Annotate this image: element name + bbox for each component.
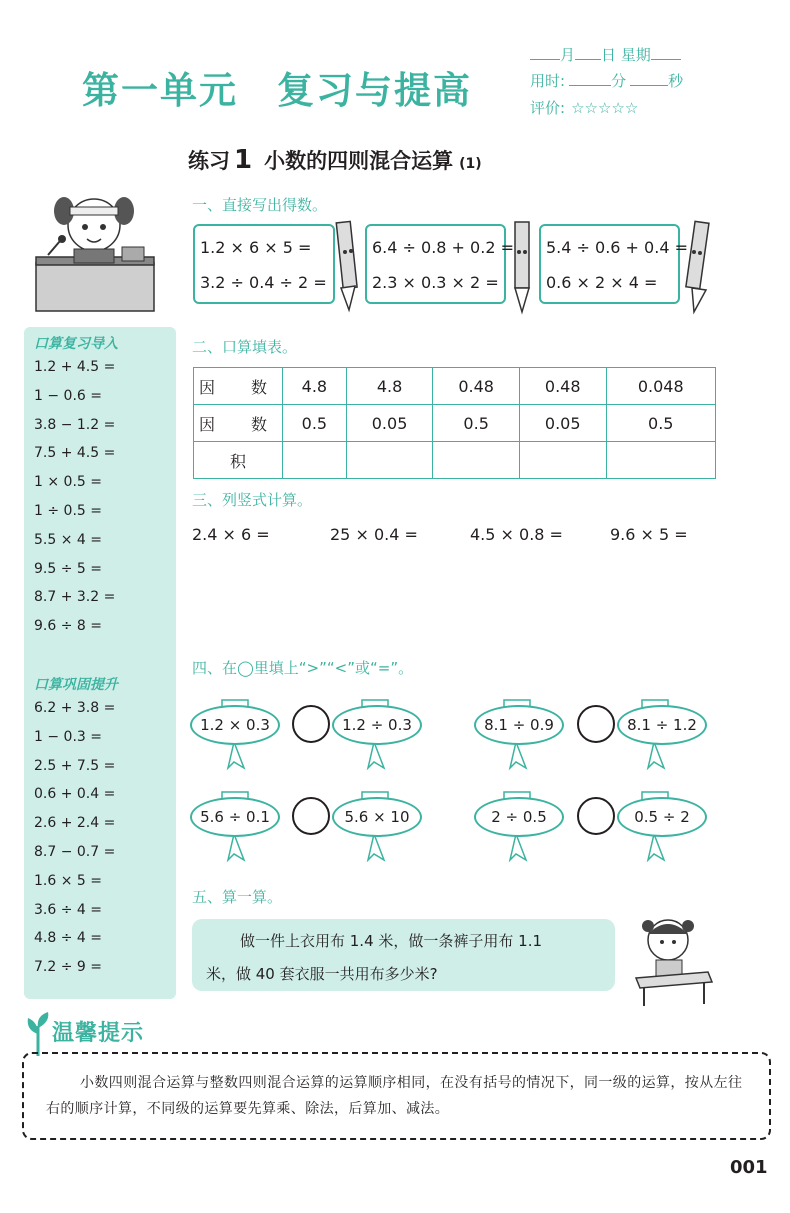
oral-calc-item: 2.6 + 2.4 = [34, 815, 116, 832]
lesson-title: 练习 1 小数的四则混合运算 (1) [188, 145, 482, 175]
table-cell: 0.48 [433, 368, 520, 405]
tip-title: 温馨提示 [52, 1021, 145, 1046]
pencil-icon [507, 218, 537, 316]
table-cell: 0.05 [346, 405, 433, 442]
row-label: 因 数 [194, 368, 283, 405]
oral-calc-item: 5.5 × 4 = [34, 531, 102, 548]
girl-reading-illustration [30, 185, 160, 315]
oral-review-title: 口算复习导入 [34, 336, 118, 352]
calc-item: 0.6 × 2 × 4 = [546, 273, 658, 292]
calc-item: 6.4 ÷ 0.8 + 0.2 = [372, 238, 514, 257]
calc-box-3 [539, 224, 680, 304]
compare-circle[interactable] [577, 705, 615, 743]
date-line: 月 日 星期 [530, 44, 681, 65]
table-cell: 0.48 [519, 368, 606, 405]
oral-calc-item: 1 − 0.3 = [34, 728, 102, 745]
compare-expr: 5.6 × 10 [332, 797, 422, 837]
compare-expr: 2 ÷ 0.5 [474, 797, 564, 837]
rating-stars: ☆☆☆☆☆ [571, 99, 639, 117]
oral-calc-item: 6.2 + 3.8 = [34, 700, 116, 716]
table-cell: 0.05 [519, 405, 606, 442]
calc-box-1 [193, 224, 335, 304]
oral-calc-item: 7.5 + 4.5 = [34, 445, 116, 462]
girl-writing-illustration [622, 912, 717, 1008]
vertical-calc-item: 9.6 × 5 = [610, 525, 688, 544]
oral-calc-item: 3.6 ÷ 4 = [34, 901, 102, 918]
table-row [194, 368, 716, 405]
oral-calc-item: 0.6 + 0.4 = [34, 786, 116, 803]
table-cell: 4.8 [283, 368, 347, 405]
compare-expr: 5.6 ÷ 0.1 [190, 797, 280, 837]
section4-title: 四、在◯里填上“>”“<”或“=”。 [192, 659, 414, 677]
answer-cell[interactable] [519, 442, 606, 479]
oral-calc-item: 3.8 − 1.2 = [34, 416, 116, 433]
oral-improve-title: 口算巩固提升 [34, 677, 118, 693]
answer-cell[interactable] [283, 442, 347, 479]
word-problem-box [192, 919, 615, 991]
answer-cell[interactable] [346, 442, 433, 479]
time-line: 用时: 分 秒 [530, 72, 684, 90]
oral-calc-item: 8.7 − 0.7 = [34, 844, 116, 860]
oral-calc-item: 9.5 ÷ 5 = [34, 560, 102, 577]
word-problem-line: 米，做 40 套衣服一共用布多少米? [206, 965, 438, 983]
compare-expr: 8.1 ÷ 0.9 [474, 705, 564, 745]
oral-calc-item: 2.5 + 7.5 = [34, 757, 116, 774]
table-cell: 0.5 [606, 405, 715, 442]
oral-calc-item: 1 ÷ 0.5 = [34, 503, 102, 519]
calc-item: 5.4 ÷ 0.6 + 0.4 = [546, 238, 688, 257]
answer-cell[interactable] [433, 442, 520, 479]
fill-table [193, 367, 716, 479]
compare-expr: 0.5 ÷ 2 [617, 797, 707, 837]
compare-expr: 1.2 ÷ 0.3 [332, 705, 422, 745]
calc-item: 3.2 ÷ 0.4 ÷ 2 = [200, 273, 327, 292]
tip-box [22, 1052, 771, 1140]
unit-title: 第一单元 复习与提高 [82, 68, 472, 112]
rating-line: 评价: ☆☆☆☆☆ [530, 99, 639, 117]
calc-item: 1.2 × 6 × 5 = [200, 238, 312, 257]
section5-title: 五、算一算。 [192, 888, 283, 906]
calc-item: 2.3 × 0.3 × 2 = [372, 273, 499, 292]
row-label: 积 [194, 442, 283, 479]
oral-calc-item: 7.2 ÷ 9 = [34, 959, 102, 976]
section3-title: 三、列竖式计算。 [192, 491, 313, 509]
sprout-icon [24, 1010, 52, 1058]
page-number: 001 [730, 1157, 768, 1178]
pencil-icon [332, 218, 362, 316]
vertical-calc-item: 25 × 0.4 = [330, 525, 418, 544]
table-cell: 0.5 [283, 405, 347, 442]
vertical-calc-item: 2.4 × 6 = [192, 525, 270, 544]
oral-calc-item: 1.2 + 4.5 = [34, 359, 116, 375]
compare-expr: 8.1 ÷ 1.2 [617, 705, 707, 745]
pencil-icon [680, 218, 714, 316]
oral-calc-item: 1 × 0.5 = [34, 474, 102, 491]
answer-cell[interactable] [606, 442, 715, 479]
table-row [194, 405, 716, 442]
compare-circle[interactable] [292, 797, 330, 835]
oral-calc-item: 8.7 + 3.2 = [34, 589, 116, 606]
oral-calc-item: 9.6 ÷ 8 = [34, 618, 102, 635]
vertical-calc-item: 4.5 × 0.8 = [470, 525, 563, 544]
compare-expr: 1.2 × 0.3 [190, 705, 280, 745]
oral-calc-item: 1 − 0.6 = [34, 387, 102, 404]
table-cell: 0.5 [433, 405, 520, 442]
row-label: 因 数 [194, 405, 283, 442]
word-problem-line: 做一件上衣用布 1.4 米，做一条裤子用布 1.1 [240, 932, 543, 950]
table-cell: 4.8 [346, 368, 433, 405]
calc-box-2 [365, 224, 506, 304]
oral-calc-item: 1.6 × 5 = [34, 872, 102, 889]
table-row [194, 442, 716, 479]
section1-title: 一、直接写出得数。 [192, 196, 328, 214]
compare-circle[interactable] [292, 705, 330, 743]
compare-circle[interactable] [577, 797, 615, 835]
table-cell: 0.048 [606, 368, 715, 405]
section2-title: 二、口算填表。 [192, 338, 298, 356]
oral-calc-item: 4.8 ÷ 4 = [34, 930, 102, 947]
tip-text: 小数四则混合运算与整数四则混合运算的运算顺序相同，在没有括号的情况下，同一级的运算，按从左往右的顺序计算，不同级的运算要先算乘、除法，后算加、减法。 [46, 1075, 743, 1117]
